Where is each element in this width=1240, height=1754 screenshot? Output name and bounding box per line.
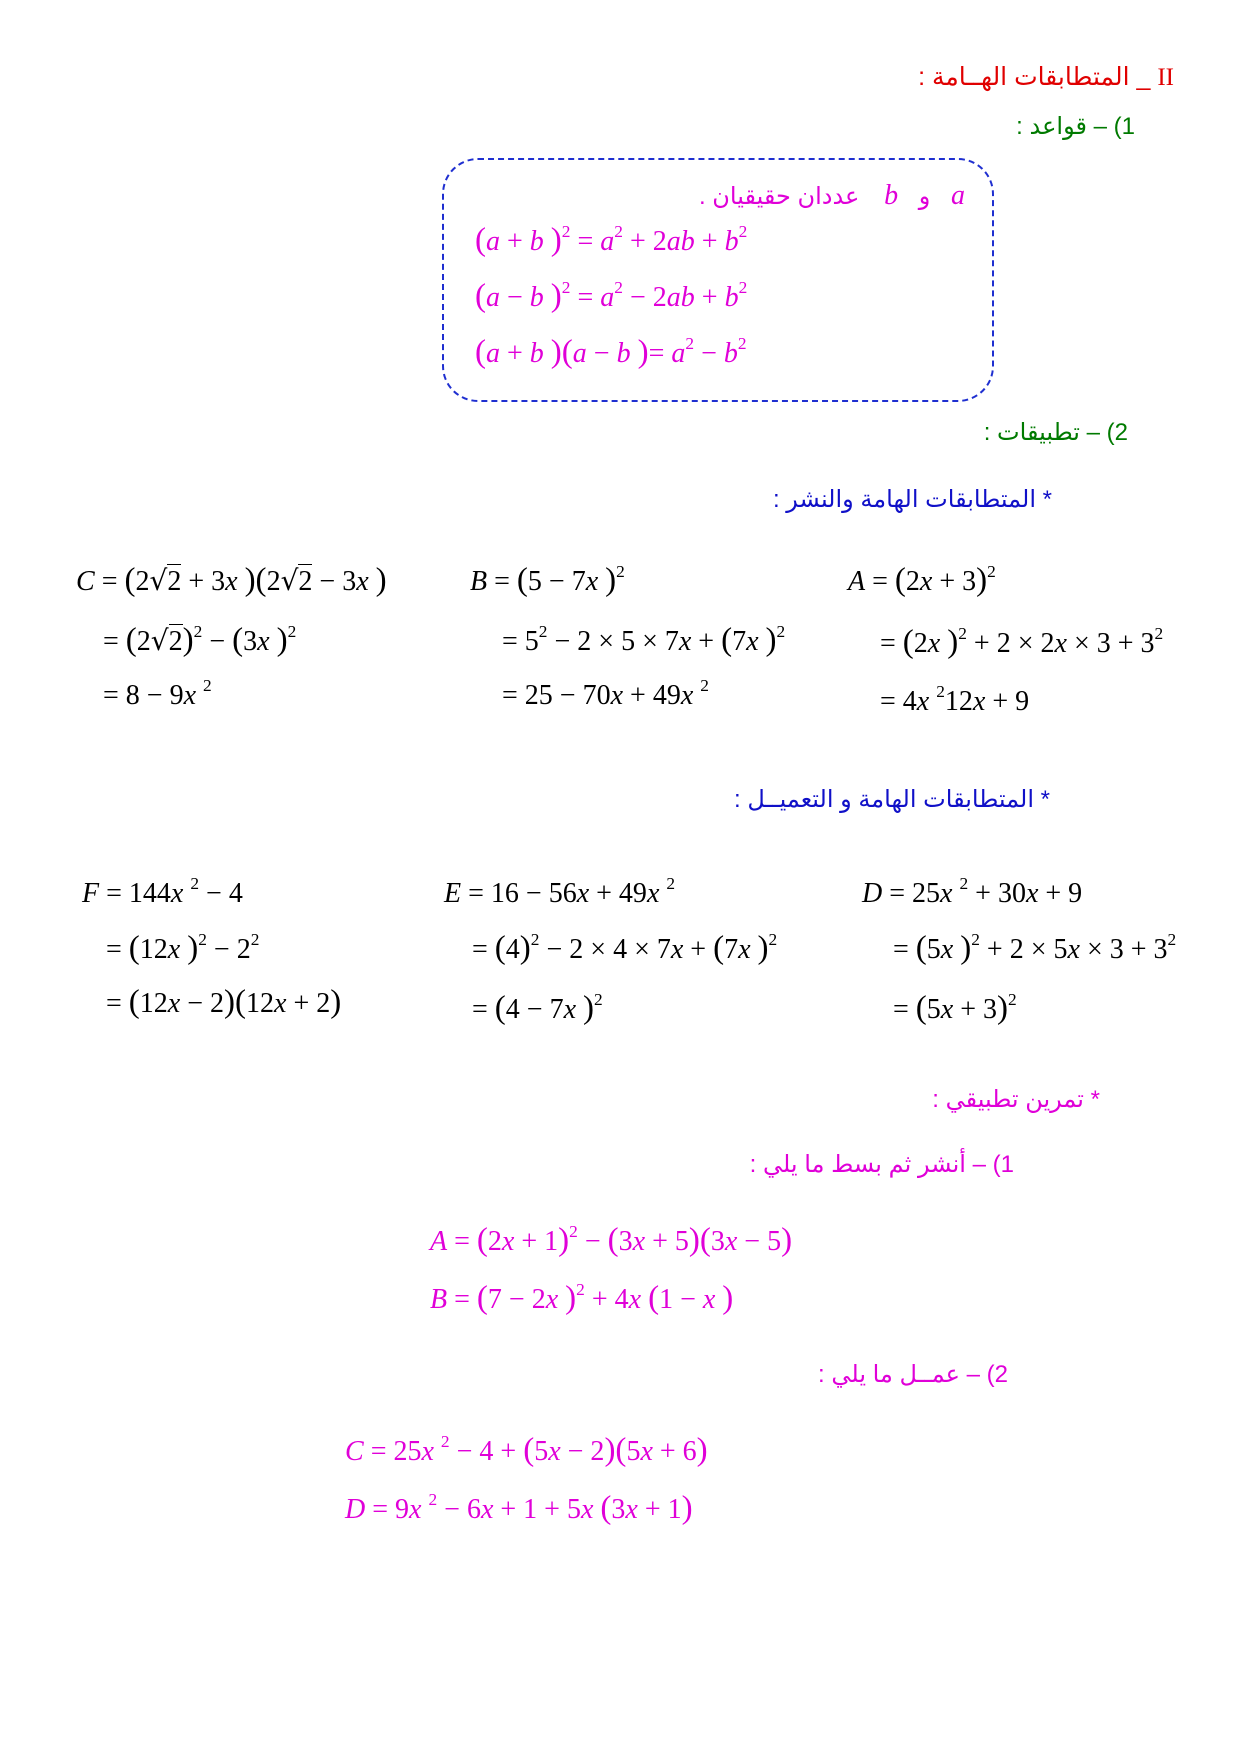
applications-heading-text: – تطبيقات : xyxy=(983,419,1100,446)
factor-f-line1: F = 144x $^2$ − 4 xyxy=(82,873,243,909)
expand-c-line1: C = (2√2 + 3x )(2√2 − 3x ) xyxy=(76,562,387,598)
factor-f-line2: = (12x )$^2 - 2^2$ xyxy=(106,929,260,966)
exercise-q2-number: 2) xyxy=(986,1361,1008,1388)
identity-square-sum: (a + b )$^2 = a^2 + 2ab + b^2$ xyxy=(475,221,748,258)
intro-var-b: b xyxy=(884,180,899,211)
exercise-expr-a: $A = (2x + 1)^2 - (3x + 5)(3x - 5)$ xyxy=(430,1221,793,1258)
factor-d-line1: D = 25x $^2$ + 30x + 9 xyxy=(862,873,1083,909)
expand-b-line3: = 25 − 70x + 49x $^2$ xyxy=(502,675,709,711)
applications-heading xyxy=(984,418,1128,447)
factor-f-line3: = (12x − 2)(12x + 2) xyxy=(106,984,342,1020)
factor-e-line3: = (4 − 7x )$^2$ xyxy=(472,989,603,1026)
identity-difference-of-squares: (a + b )(a − b )= $a^2 - b^2$ xyxy=(475,333,747,370)
factor-d-line2: = (5x )$^2 + 2 \times 5x \times 3 + 3^2$ xyxy=(893,929,1177,966)
section-header: II _ المتطابقات الهــامة : xyxy=(918,63,1174,91)
rules-heading-number: 1) xyxy=(1113,113,1135,140)
intro-and: و xyxy=(918,183,931,210)
section-title: المتطابقات الهــامة : xyxy=(918,63,1130,91)
intro-text: عددان حقيقيان . xyxy=(698,183,860,210)
exercise-q1-text: – أنشر ثم بسط ما يلي : xyxy=(749,1151,986,1178)
identity-square-difference: (a − b )$^2 = a^2 - 2ab + b^2$ xyxy=(475,277,748,314)
expand-a-line2: = (2x )$^2 + 2 \times 2x \times 3 + 3^2$ xyxy=(880,623,1164,660)
expand-c-line3: = 8 − 9x $^2$ xyxy=(103,675,212,711)
expand-c-line2: = $(2√2)^2 - (3x$ )$^2$ xyxy=(103,621,297,658)
exercise-q1 xyxy=(750,1150,1014,1179)
factor-d-line3: = $(5x + 3)^2$ xyxy=(893,989,1017,1026)
rules-heading xyxy=(1016,112,1135,141)
expand-b-line2: = $5^2 - 2 \times 5 \times 7x + (7x$ )$^2$ xyxy=(502,621,786,658)
exercise-expr-d: D = 9x $^2$ − 6x + 1 + 5x (3x + 1) xyxy=(345,1489,693,1526)
exercise-expr-b: B = (7 − 2x )$^2$ + 4x (1 − x ) xyxy=(430,1279,734,1316)
exercise-title: * تمرين تطبيقي : xyxy=(932,1086,1100,1113)
exercise-q2-text: – عمــل ما يلي : xyxy=(818,1361,980,1388)
rules-intro xyxy=(699,180,965,212)
exercise-expr-c: C = 25x $^2$ − 4 + (5x − 2)(5x + 6) xyxy=(345,1431,708,1468)
factor-title: * المتطابقات الهامة و التعميــل : xyxy=(734,786,1050,813)
exercise-q1-number: 1) xyxy=(992,1151,1014,1178)
expand-a-line3: = 4x $^2$12x + 9 xyxy=(880,681,1030,717)
factor-e-line1: E = 16 − 56x + 49x $^2$ xyxy=(444,873,676,909)
intro-var-a: a xyxy=(951,180,965,211)
expand-title: * المتطابقات الهامة والنشر : xyxy=(772,486,1052,513)
expand-a-line1: $A = (2x + 3)^2$ xyxy=(848,561,996,598)
applications-heading-number: 2) xyxy=(1106,419,1128,446)
section-number: II xyxy=(1157,64,1174,91)
expand-b-line1: B = (5 − 7x )$^2$ xyxy=(470,561,625,598)
factor-e-line2: = $(4)^2 - 2 \times 4 \times 7x + (7x$ )$^2$ xyxy=(472,929,778,966)
exercise-q2 xyxy=(818,1360,1008,1389)
rules-heading-text: – قواعد : xyxy=(1016,113,1107,140)
